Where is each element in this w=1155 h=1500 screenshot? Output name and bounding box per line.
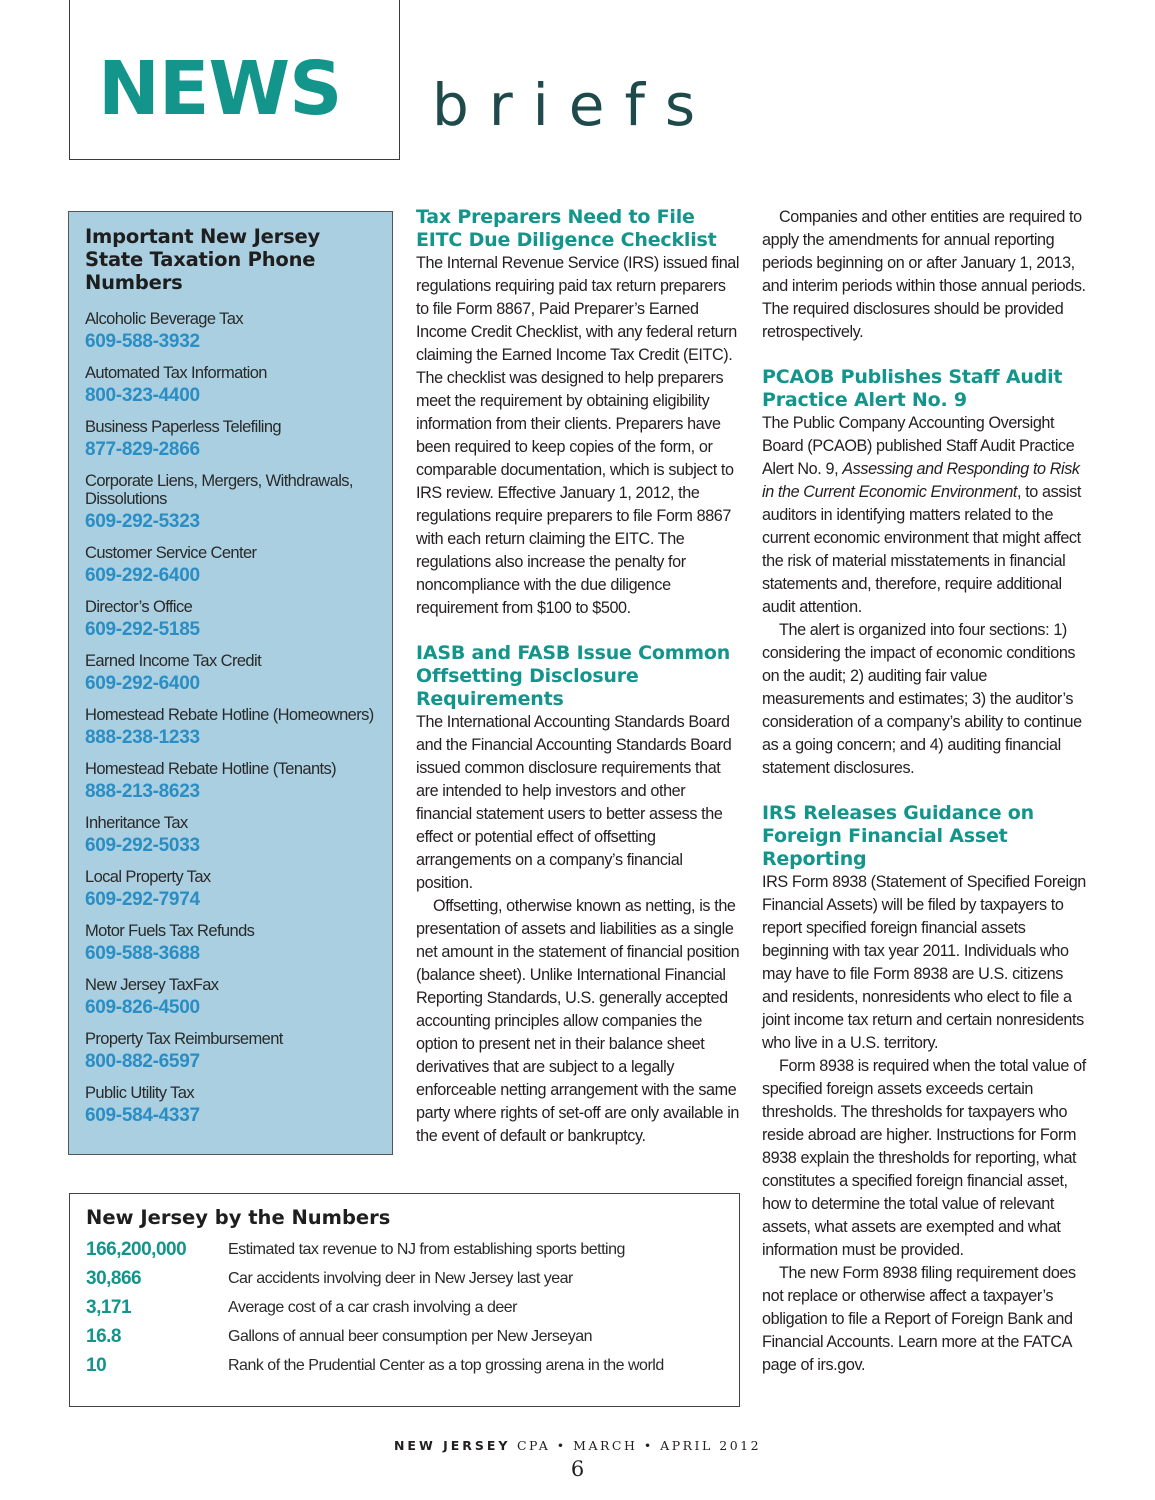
nj-by-the-numbers-box [69, 1193, 740, 1407]
phone-label: New Jersey TaxFax [85, 976, 219, 994]
phone-label: Homestead Rebate Hotline (Homeowners) [85, 706, 374, 724]
phone-label: Motor Fuels Tax Refunds [85, 922, 255, 940]
phone-label: Corporate Liens, Mergers, Withdrawals, Dissolutions [85, 472, 353, 508]
numbers-value: 10 [86, 1354, 107, 1376]
phone-entry [85, 544, 378, 589]
phone-number: 609-292-6400 [85, 565, 200, 586]
phone-number: 609-588-3688 [85, 943, 200, 964]
phone-label: Business Paperless Telefiling [85, 418, 281, 436]
phone-number: 800-323-4400 [85, 385, 200, 406]
phone-label: Customer Service Center [85, 544, 257, 562]
article-iasb-body-1: The International Accounting Standards Board and the Financial Accounting Standards Board issued common disclosure requirements that are intended to help investors and other financial statement users to better assess the effect or potential effect of offsetting arrangements on a company’s financial position. [416, 713, 732, 892]
alert-title-italic: Assessing and Responding to Risk in the Current Economic Environment [762, 460, 1080, 501]
phone-entry [85, 976, 378, 1021]
numbers-description: Rank of the Prudential Center as a top grossing arena in the world [228, 1356, 664, 1374]
numbers-description: Car accidents involving deer in New Jersey last year [228, 1269, 573, 1287]
phone-label: Director’s Office [85, 598, 193, 616]
numbers-description: Estimated tax revenue to NJ from establishing sports betting [228, 1240, 625, 1258]
article-irs-body-3: The new Form 8938 filing requirement does not replace or otherwise affect a taxpayer’s obligation to file a Report of Foreign Bank and Financial Accounts. Learn more at the FATCA page of irs.gov. [762, 1264, 1076, 1374]
column-right [762, 206, 1090, 1377]
numbers-row [86, 1351, 739, 1380]
phone-entry [85, 922, 378, 967]
phone-entry [85, 706, 378, 751]
phone-list [85, 310, 378, 1129]
numbers-title: New Jersey by the Numbers [86, 1206, 391, 1229]
article-title-irs: IRS Releases Guidance on Foreign Financial Asset Reporting [762, 802, 1034, 870]
article-title-eitc: Tax Preparers Need to File EITC Due Diligence Checklist [416, 206, 717, 251]
footer-brand: NEW JERSEY [393, 1438, 511, 1453]
phone-number: 609-292-5323 [85, 511, 200, 532]
numbers-list [86, 1235, 739, 1380]
article-title-pcaob: PCAOB Publishes Staff Audit Practice Alert No. 9 [762, 366, 1063, 411]
phone-number: 888-238-1233 [85, 727, 200, 748]
numbers-description: Gallons of annual beer consumption per New Jerseyan [228, 1327, 593, 1345]
phone-label: Earned Income Tax Credit [85, 652, 262, 670]
phone-entry [85, 814, 378, 859]
phone-label: Property Tax Reimbursement [85, 1030, 283, 1048]
numbers-value: 16.8 [86, 1325, 121, 1347]
phone-numbers-sidebar [68, 211, 393, 1155]
numbers-row [86, 1235, 739, 1264]
article-irs-body-2: Form 8938 is required when the total value of specified foreign assets exceeds certain thresholds. The thresholds for taxpayers who reside abroad are higher. Instructions for Form 8938 explain the thresholds for reporting, what constitutes a specified foreign financial asset, how to determine the total value of relevant assets, what assets are exempted and what information must be provided. [762, 1057, 1086, 1259]
phone-label: Homestead Rebate Hotline (Tenants) [85, 760, 337, 778]
phone-number: 800-882-6597 [85, 1051, 200, 1072]
article-eitc-body: The Internal Revenue Service (IRS) issued final regulations requiring paid tax return preparers to file Form 8867, Paid Preparer’s Earned Income Credit Checklist, with any federal return claiming the Earned Income Tax Credit (EITC). The checklist was designed to help preparers meet the requirement by obtaining eligibility information from their clients. Preparers have been required to keep copies of the form, or comparable documentation, which is subject to IRS review. Effective January 1, 2012, the regulations require preparers to file Form 8867 with each return claiming the EITC. The regulations also increase the penalty for noncompliance with the due diligence requirement from $100 to $500. [416, 254, 740, 617]
masthead-briefs: briefs [432, 71, 716, 139]
phone-entry [85, 472, 378, 535]
phone-label: Alcoholic Beverage Tax [85, 310, 244, 328]
phone-entry [85, 1030, 378, 1075]
phone-number: 888-213-8623 [85, 781, 200, 802]
article-iasb-body-3: Companies and other entities are required to apply the amendments for annual reporting periods beginning on or after January 1, 2013, and interim periods within those annual periods. The required disclosures should be provided retrospectively. [762, 208, 1086, 341]
sidebar-title: Important New Jersey State Taxation Phone Numbers [85, 225, 321, 294]
phone-number: 877-829-2866 [85, 439, 200, 460]
phone-label: Local Property Tax [85, 868, 211, 886]
phone-entry [85, 598, 378, 643]
masthead-news: NEWS [98, 46, 342, 132]
phone-number: 609-292-6400 [85, 673, 200, 694]
numbers-description: Average cost of a car crash involving a deer [228, 1298, 517, 1316]
phone-entry [85, 418, 378, 463]
phone-entry [85, 760, 378, 805]
phone-label: Public Utility Tax [85, 1084, 195, 1102]
phone-number: 609-292-5185 [85, 619, 200, 640]
numbers-row [86, 1293, 739, 1322]
phone-label: Inheritance Tax [85, 814, 188, 832]
article-pcaob-body-1: The Public Company Accounting Oversight Board (PCAOB) published Staff Audit Practice Alert No. 9, Assessing and Responding to Risk in the Current Economic Environment, to assist auditors in identifying matters related to the current economic environment that might affect the risk of material misstatements in financial statements and, therefore, require additional audit attention. [762, 414, 1081, 616]
phone-number: 609-292-7974 [85, 889, 200, 910]
numbers-value: 30,866 [86, 1267, 142, 1289]
phone-entry [85, 364, 378, 409]
numbers-value: 166,200,000 [86, 1238, 187, 1260]
phone-number: 609-588-3932 [85, 331, 200, 352]
article-irs-body-1: IRS Form 8938 (Statement of Specified Foreign Financial Assets) will be filed by taxpayers to report specified foreign financial assets beginning with tax year 2011. Individuals who may have to file Form 8938 are U.S. citizens and residents, nonresidents who elect to file a joint income tax return and certain nonresidents who live in a U.S. territory. [762, 873, 1086, 1052]
page-number: 6 [570, 1457, 585, 1481]
numbers-row [86, 1264, 739, 1293]
article-pcaob-body-2: The alert is organized into four sections: 1) considering the impact of economic conditions on the audit; 2) auditing fair value measurements and estimates; 3) the auditor’s consideration of a company’s ability to continue as a going concern; and 4) auditing financial statement disclosures. [762, 621, 1082, 777]
phone-number: 609-584-4337 [85, 1105, 200, 1126]
column-middle [416, 206, 740, 1148]
footer-issue: CPA • MARCH • APRIL 2012 [516, 1438, 762, 1453]
article-title-iasb: IASB and FASB Issue Common Offsetting Disclosure Requirements [416, 642, 731, 710]
masthead-box [69, 0, 400, 160]
article-iasb-body-2: Offsetting, otherwise known as netting, is the presentation of assets and liabilities as a single net amount in the statement of financial position (balance sheet). Unlike International Financial Reporting Standards, U.S. generally accepted accounting principles allow companies the option to present net in their balance sheet derivatives that are subject to a legally enforceable netting arrangement with the same party where rights of set-off are only available in the event of default or bankruptcy. [416, 897, 740, 1145]
phone-entry [85, 652, 378, 697]
phone-entry [85, 310, 378, 355]
numbers-value: 3,171 [86, 1296, 132, 1318]
phone-number: 609-826-4500 [85, 997, 200, 1018]
phone-number: 609-292-5033 [85, 835, 200, 856]
phone-entry [85, 868, 378, 913]
phone-entry [85, 1084, 378, 1129]
numbers-row [86, 1322, 739, 1351]
page-footer [0, 1438, 1155, 1453]
phone-label: Automated Tax Information [85, 364, 267, 382]
